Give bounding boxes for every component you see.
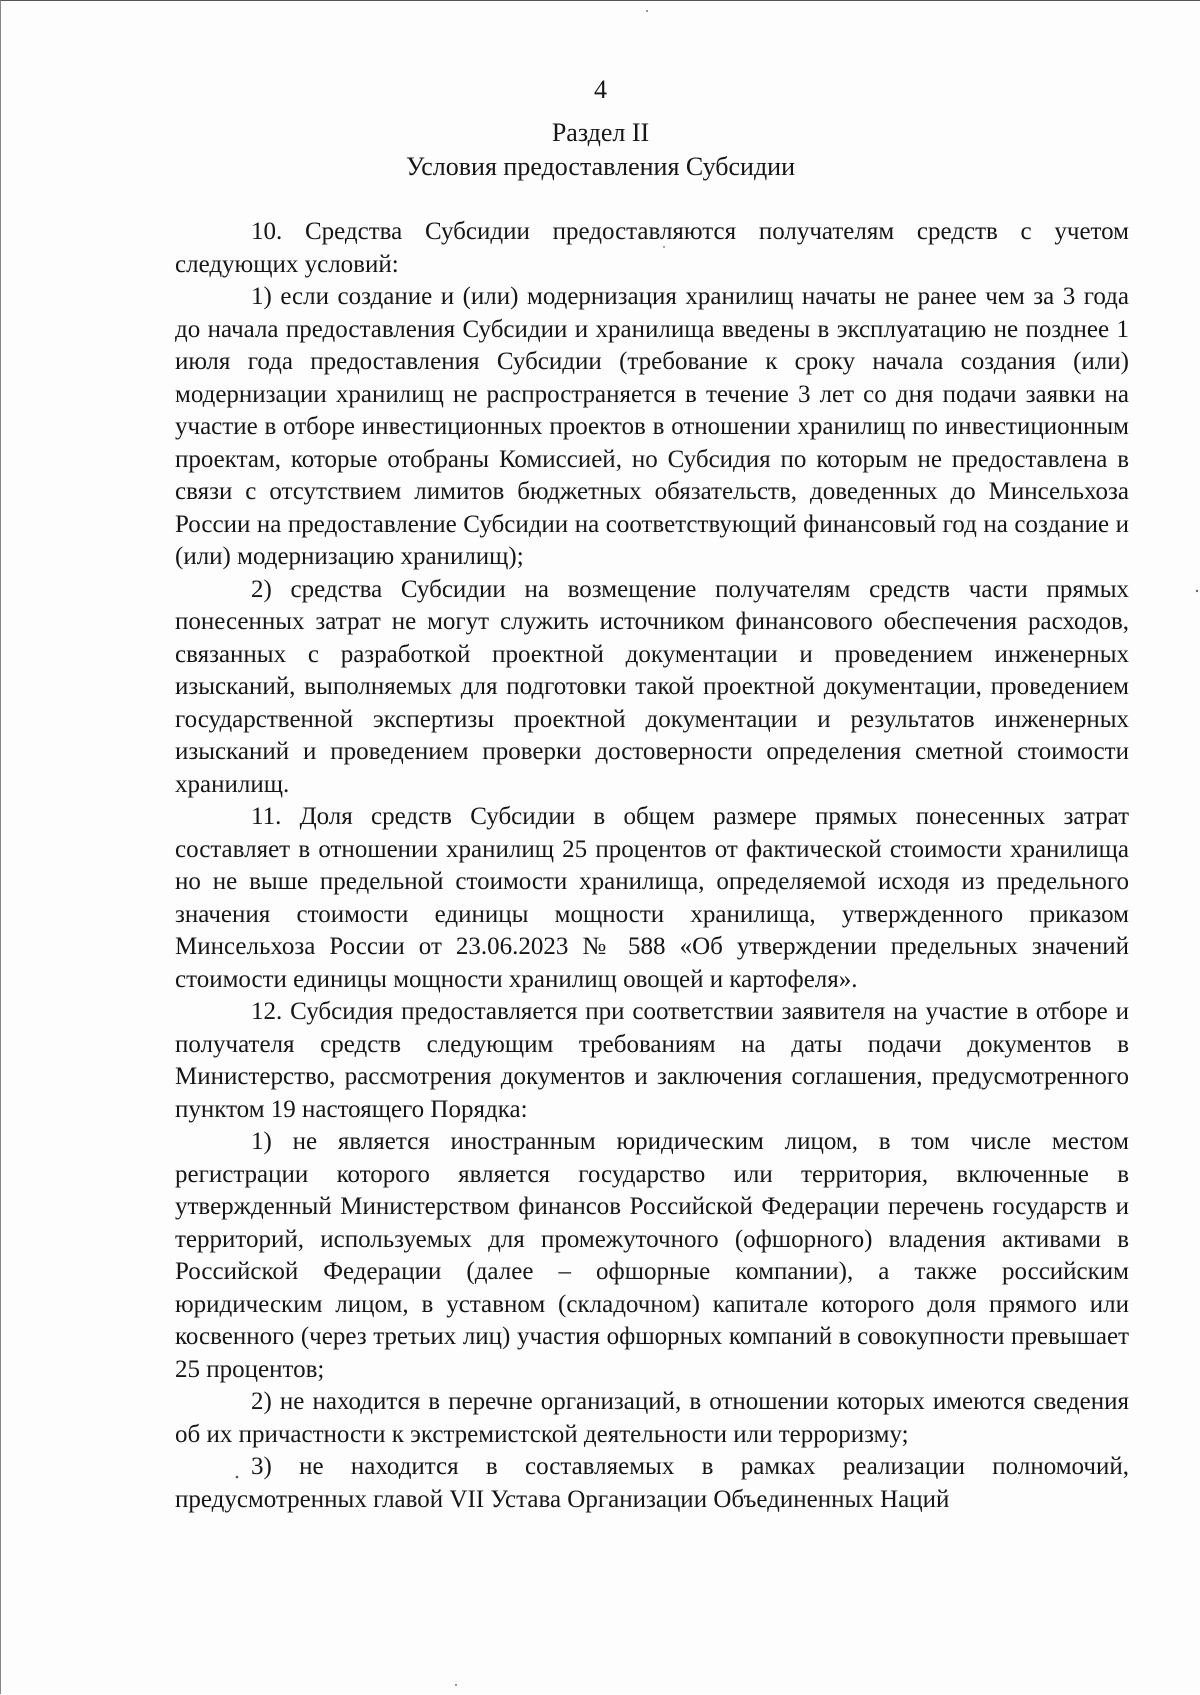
paragraph-12: 12. Субсидия предоставляется при соответствии заявителя на участие в отборе и получателя средств следующим требованиям на даты подачи документов в Министерство, рассмотрения документов и заключения соглашения, предусмотренного пунктом 19 настоящего Порядка: [175,998,1129,1123]
paragraph-12-item-1: 1) не является иностранным юридическим лицом, в том числе местом регистрации которого является государство или территория, включенные в утвержденный Министерством финансов Российской Федерации перечень государств и территорий, используемых для промежуточного (офшорного) владения активами в Российской Федерации (далее – офшорные компании), а также российским юридическим лицом, в уставном (складочном) капитале которого доля прямого или косвенного (через третьих лиц) участия офшорных компаний в совокупности превышает 25 процентов; [175,1128,1129,1383]
section-subtitle: Условия предоставления Субсидии [405,152,796,181]
page-number: 4 [594,75,607,104]
paragraph-12-item-3: 3) не находится в составляемых в рамках реализации полномочий, предусмотренных главой VII Устава Организации Объединенных Наций [175,1453,1129,1513]
paragraph-10: 10. Средства Субсидии предоставляются получателям средств с учетом следующих условий: [175,218,1129,278]
paragraph-10-item-2: 2) средства Субсидии на возмещение получателям средств части прямых понесенных затрат не могут служить источником финансового обеспечения расходов, связанных с разработкой проектной документации и проведением инженерных изысканий, выполняемых для подготовки такой проектной документации, проведением государственной экспертизы проектной документации и результатов инженерных изысканий и проведением проверки достоверности определения сметной стоимости хранилищ. [175,575,1129,798]
section-title: Раздел II [551,118,650,147]
scan-speck [1196,590,1198,592]
scan-speck [455,1684,457,1686]
document-body [175,216,1129,1516]
paragraph-10-item-1: 1) если создание и (или) модернизация хранилищ начаты не ранее чем за 3 года до начала предоставления Субсидии и хранилища введены в эксплуатацию не позднее 1 июля года предоставления Субсидии (требование к сроку начала создания (или) модернизации хранилищ не распространяется в течение 3 лет со дня подачи заявки на участие в отборе инвестиционных проектов в отношении хранилищ по инвестиционным проектам, которые отобраны Комиссией, но Субсидия по которым не предоставлена в связи с отсутствием лимитов бюджетных обязательств, доведенных до Минсельхоза России на предоставление Субсидии на соответствующий финансовый год на создание и (или) модернизацию хранилищ); [175,283,1129,570]
scan-speck [646,10,648,12]
paragraph-12-item-2: 2) не находится в перечне организаций, в отношении которых имеются сведения об их причастности к экстремистской деятельности или терроризму; [175,1388,1129,1448]
paragraph-11: 11. Доля средств Субсидии в общем размере прямых понесенных затрат составляет в отношении хранилищ 25 процентов от фактической стоимости хранилища но не выше предельной стоимости хранилища, определяемой исходя из предельного значения стоимости единицы мощности хранилища, утвержденного приказом Минсельхоза России от 23.06.2023 № 588 «Об утверждении предельных значений стоимости единицы мощности хранилищ овощей и картофеля». [175,803,1129,993]
